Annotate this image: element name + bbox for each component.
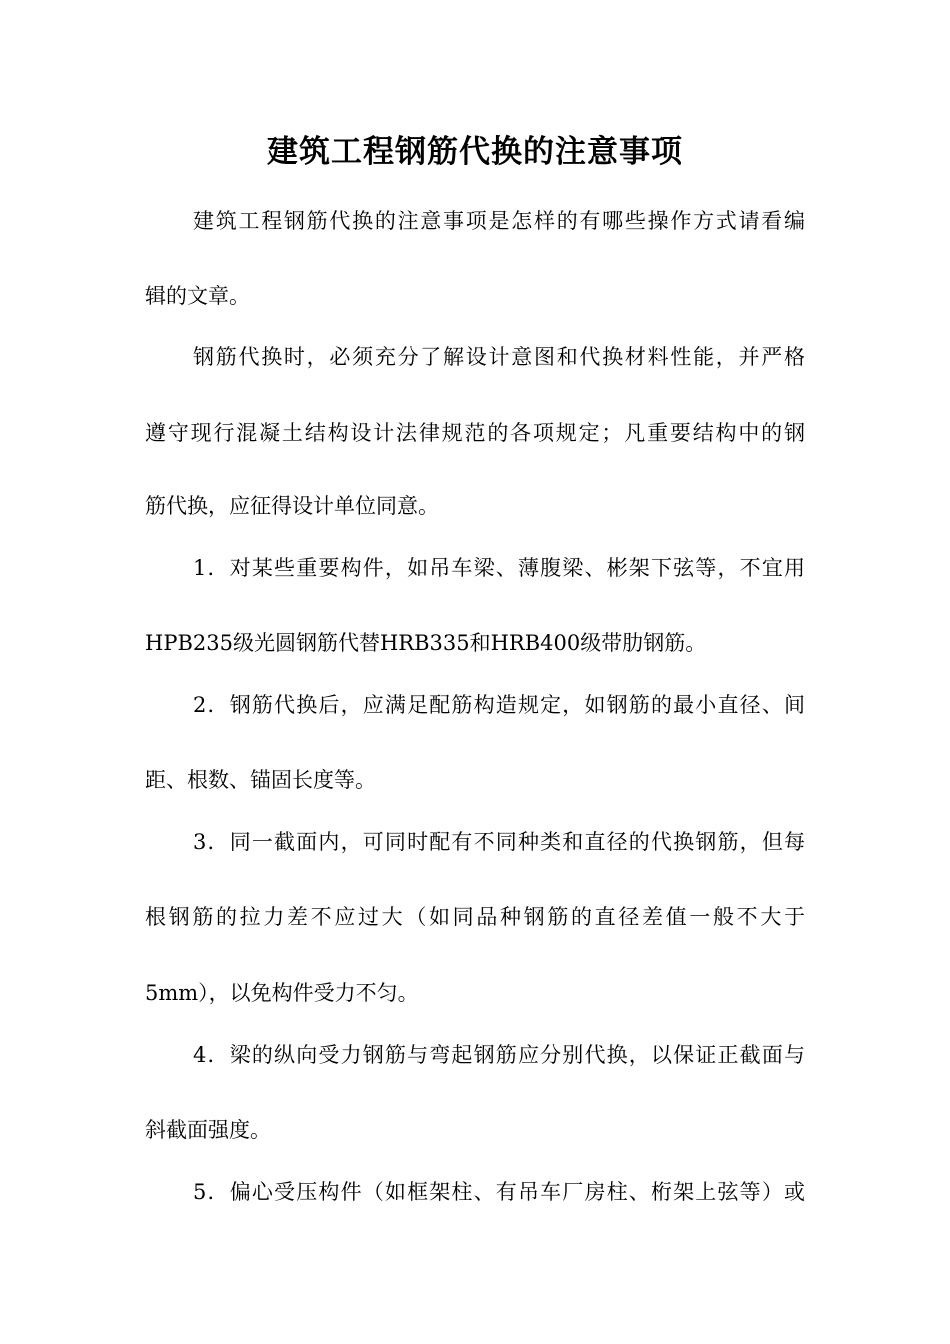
paragraph-line: 建筑工程钢筋代换的注意事项是怎样的有哪些操作方式请看编 (193, 209, 805, 233)
paragraph-line: 3．同一截面内，可同时配有不同种类和直径的代换钢筋，但每 (193, 830, 805, 854)
paragraph-line: 1．对某些重要构件，如吊车梁、薄腹梁、彬架下弦等，不宜用 (193, 556, 805, 580)
paragraph-line: 5．偏心受压构件（如框架柱、有吊车厂房柱、桁架上弦等）或 (193, 1180, 805, 1204)
paragraph-line: 距、根数、锚固长度等。 (145, 768, 376, 792)
paragraph-line: 斜截面强度。 (145, 1118, 271, 1142)
paragraph-line: 遵守现行混凝土结构设计法律规范的各项规定；凡重要结构中的钢 (145, 421, 805, 445)
paragraph-line: 2．钢筋代换后，应满足配筋构造规定，如钢筋的最小直径、间 (193, 693, 805, 717)
paragraph-line: 根钢筋的拉力差不应过大（如同品种钢筋的直径差值一般不大于 (145, 905, 805, 929)
paragraph-line: 筋代换，应征得设计单位同意。 (145, 494, 439, 518)
paragraph-line: 5mm），以免构件受力不匀。 (145, 981, 419, 1005)
document-title: 建筑工程钢筋代换的注意事项 (267, 134, 683, 170)
paragraph-line: HPB235级光圆钢筋代替HRB335和HRB400级带肋钢筋。 (145, 631, 707, 655)
paragraph-line: 钢筋代换时，必须充分了解设计意图和代换材料性能，并严格 (193, 345, 805, 369)
paragraph-line: 辑的文章。 (145, 284, 250, 308)
paragraph-line: 4．梁的纵向受力钢筋与弯起钢筋应分别代换，以保证正截面与 (193, 1043, 805, 1067)
